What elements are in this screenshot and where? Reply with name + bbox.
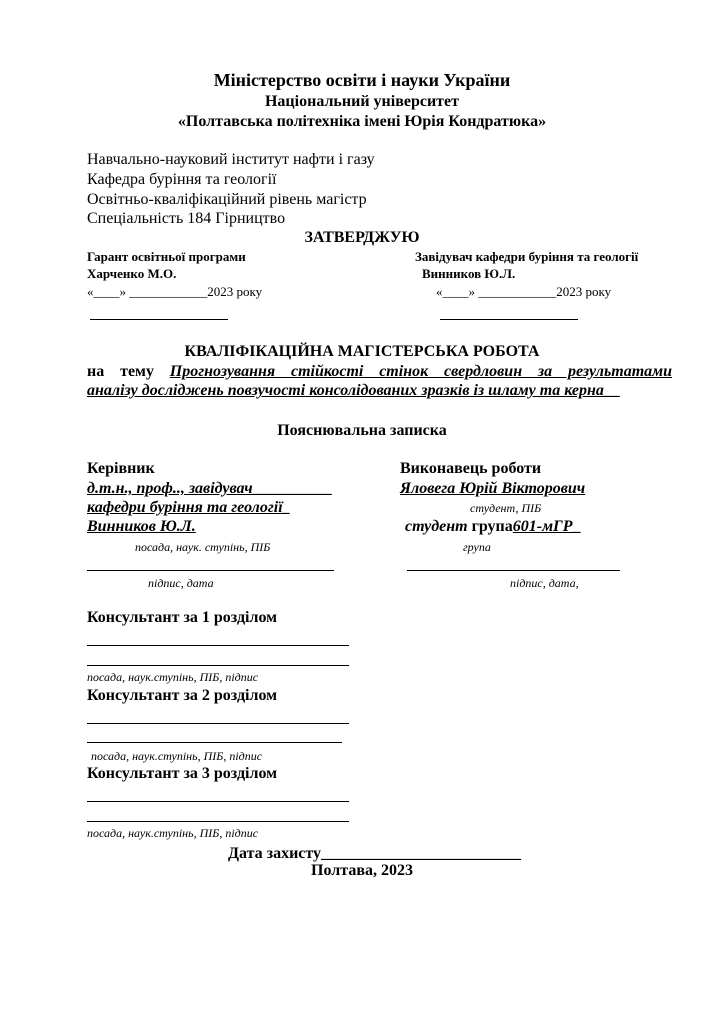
consultant-1-heading: Консультант за 1 розділом bbox=[87, 609, 278, 626]
defense-date-blank: _________________________ bbox=[321, 845, 522, 862]
student-label: студент bbox=[405, 518, 468, 535]
approval-left-date: «____» ____________2023 року bbox=[87, 284, 263, 299]
consultant-2-line-1 bbox=[87, 723, 349, 724]
defense-date-label: Дата захисту bbox=[228, 845, 322, 862]
consultant-3-line-1 bbox=[87, 801, 349, 802]
supervisor-line-2: кафедри буріння та геології_ bbox=[87, 499, 291, 516]
executor-sign-caption: підпис, дата, bbox=[510, 576, 579, 590]
topic-text-1: Прогнозування стійкості стінок свердловин за результатами bbox=[169, 363, 672, 380]
consultant-1-caption: посада, наук.ступінь, ПІБ, підпис bbox=[87, 670, 259, 684]
topic-line-1 bbox=[87, 363, 672, 381]
approval-right-date: «____» ____________2023 року bbox=[436, 284, 612, 299]
work-title: КВАЛІФІКАЦІЙНА МАГІСТЕРСЬКА РОБОТА bbox=[184, 343, 540, 360]
consultant-1-line-1 bbox=[87, 645, 349, 646]
explanatory-note-title: Пояснювальна записка bbox=[277, 422, 447, 439]
approval-left-role: Гарант освітньої програми bbox=[87, 249, 246, 264]
defense-date-line bbox=[228, 845, 521, 863]
group-label: група bbox=[471, 518, 513, 535]
executor-signature-line bbox=[407, 570, 620, 571]
supervisor-caption: посада, наук. ступінь, ПІБ bbox=[135, 540, 271, 554]
consultant-2-caption: посада, наук.ступінь, ПІБ, підпис bbox=[91, 749, 263, 763]
consultant-3-heading: Консультант за 3 розділом bbox=[87, 765, 278, 782]
executor-heading: Виконавець роботи bbox=[400, 460, 542, 477]
university-name: «Полтавська політехніка імені Юрія Кондратюка» bbox=[177, 113, 547, 130]
consultant-2-line-2 bbox=[87, 742, 342, 743]
institute-line: Навчально-науковий інститут нафти і газу bbox=[87, 151, 375, 168]
supervisor-heading: Керівник bbox=[87, 460, 155, 477]
executor-name: Яловега Юрій Вікторович bbox=[400, 480, 586, 497]
ministry-title: Міністерство освіти і науки України bbox=[213, 70, 511, 90]
university-line: Національний університет bbox=[264, 93, 459, 110]
consultant-3-line-2 bbox=[87, 821, 349, 822]
consultant-3-caption: посада, наук.ступінь, ПІБ, підпис bbox=[87, 826, 259, 840]
specialty-line: Спеціальність 184 Гірництво bbox=[87, 210, 286, 227]
supervisor-line-1: д.т.н., проф.., завідувач__________ bbox=[87, 480, 333, 497]
topic-prefix: на тему bbox=[87, 363, 154, 380]
executor-group-line bbox=[405, 518, 580, 536]
topic-text-2: аналізу досліджень повзучості консолідованих зразків із шламу та керна bbox=[87, 382, 604, 399]
city-year: Полтава, 2023 bbox=[311, 862, 413, 879]
group-value: 601-мГР bbox=[512, 518, 573, 535]
department-line: Кафедра буріння та геології bbox=[87, 171, 277, 188]
supervisor-signature-line bbox=[87, 570, 334, 571]
consultant-1-line-2 bbox=[87, 665, 349, 666]
approval-left-signature-line bbox=[90, 319, 228, 320]
level-line: Освітньо-кваліфікаційний рівень магістр bbox=[87, 191, 367, 208]
topic-line-2 bbox=[87, 382, 620, 400]
executor-group-caption: група bbox=[463, 540, 491, 554]
approval-title: ЗАТВЕРДЖУЮ bbox=[304, 229, 420, 246]
supervisor-line-3: Винников Ю.Л. bbox=[87, 518, 196, 535]
group-tail: _ bbox=[572, 518, 581, 535]
consultant-2-heading: Консультант за 2 розділом bbox=[87, 687, 278, 704]
approval-left-name: Харченко М.О. bbox=[87, 266, 177, 281]
supervisor-sign-caption: підпис, дата bbox=[148, 576, 214, 590]
approval-right-role: Завідувач кафедри буріння та геології bbox=[415, 249, 639, 264]
executor-name-caption: студент, ПІБ bbox=[470, 501, 542, 515]
topic-text-2-tail: __ bbox=[603, 382, 620, 399]
approval-right-signature-line bbox=[440, 319, 578, 320]
approval-right-name: Винников Ю.Л. bbox=[422, 266, 516, 281]
